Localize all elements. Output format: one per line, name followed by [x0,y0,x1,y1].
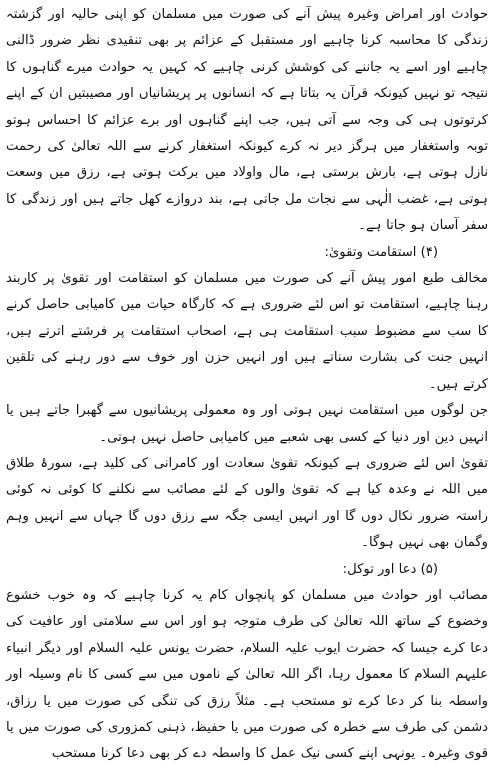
heading-prayer-trust: (۵) دعا اور توکل: [342,561,438,577]
paragraph-accountability: حوادث اور امراض وغیرہ پیش آنے کی صورت میں مسلمان کو اپنی حالیہ اور گزشتہ زندگی کا محاسبہ کرنا چاہیے اور مستقبل کے عزائم پر بھی تنقیدی نظر ضرور ڈالنی چاہیے اور اسے یہ جاننے کی کوشش کرنی چاہیے کہ کہیں یہ حوادث میرے گناہوں کا نتیجہ تو نہیں کیونکہ قرآن یہ بتاتا ہے کہ انسانوں پر پریشانیاں اور مصیبتیں ان کے اپنے کرتوتوں ہی کی وجہ سے آتی ہیں، جب اپنے گناہوں اور برے عزائم کا احساس ہوتو توبہ واستغفار میں ہرگز دیر نہ کرے کیونکہ استغفار کرنے سے اللہ تعالیٰ کی رحمت نازل ہوتی ہے، بارش برستی ہے، مال واولاد میں برکت ہوتی ہے، رزق میں وسعت ہوتی ہے، غضب الٰہی سے نجات مل جاتی ہے، بند دروازے کھل جاتے ہیں اور زندگی کا سفر آسان ہو جاتا ہے۔ [6,7,488,234]
paragraph-lack-of-steadfastness: جن لوگوں میں استقامت نہیں ہوتی اور وہ معمولی پریشانیوں سے گھبرا جاتے ہیں یا انہیں دین اور دنیا کے کسی بھی شعبے میں کامیابی حاصل نہیں ہوتی۔ [6,403,488,445]
heading-steadfastness-piety: (۴) استقامت وتقویٰ: [324,244,438,260]
paragraph-piety: تقویٰ اس لئے ضروری ہے کیونکہ تقویٰ سعادت اور کامرانی کی کلید ہے، سورۂ طلاق میں اللہ نے وعدہ کیا ہے کہ تقویٰ والوں کے لئے مصائب سے نکلنے کا کوئی نہ کوئی راستہ ضرور نکال دوں گا اور انہیں ایسی جگہ سے رزق دوں گا جہاں سے انہیں وہم وگمان بھی نہیں ہوگا۔ [6,455,488,551]
paragraph-prayer: مصائب اور حوادث میں مسلمان کو پانچواں کام یہ کرنا چاہیے کہ وہ خوب خشوع وخضوع کے ساتھ اللہ تعالیٰ کی طرف متوجہ ہو اور اس سے سلامتی اور عافیت کی دعا کرے جیسا کہ حضرت ایوب علیہ السلام، حضرت یونس علیہ السلام اور دیگر انبیاء علیہم السلام کا معمول رہا، اگر اللہ تعالیٰ کے ناموں میں سے کسی کا نام وسیلہ اور واسطہ بنا کر دعا کرے تو مستحب ہے۔ مثلاً رزق کی تنگی کی صورت میں یا رزاق، دشمن کی طرف سے خطرہ کی صورت میں یا حفیظ، ذہنی کمزوری کی صورت میں یا قوی وغیرہ۔ یونہی اپنے کسی نیک عمل کا واسطہ دے کر بھی دعا کرنا مستحب [6,587,488,762]
paragraph-steadfastness: مخالف طبع امور پیش آنے کی صورت میں مسلمان کو استقامت اور تقویٰ پر کاربند رہنا چاہیے، استقامت تو اس لئے ضروری ہے کہ کارگاہ حیات میں کامیابی حاصل کرنے کا سب سے مضبوط سبب استقامت ہی ہے، اصحاب استقامت پر فرشتے اترتے ہیں، انہیں جنت کی بشارت سناتے ہیں اور انہیں حزن اور خوف سے دور رہنے کی تلقین کرتے ہیں۔ [6,271,488,392]
